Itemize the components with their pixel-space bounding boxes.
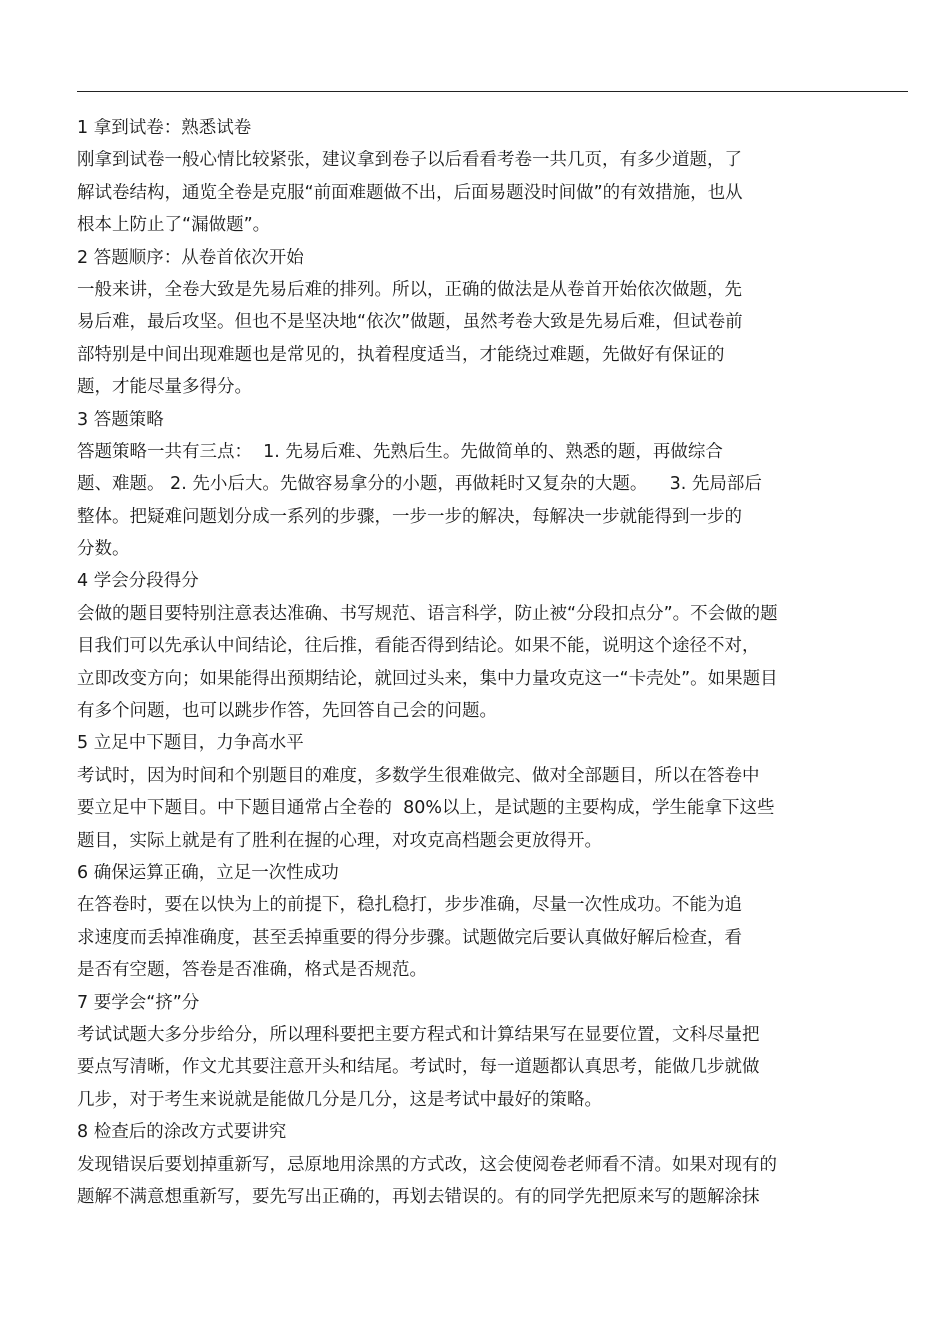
paragraph-line: 根本上防止了“漏做题”。 [77, 215, 271, 236]
section-heading: 4 学会分段得分 [77, 571, 199, 592]
paragraph-line: 有多个问题，也可以跳步作答，先回答自己会的问题。 [77, 701, 497, 722]
paragraph-line: 要立足中下题目。中下题目通常占全卷的 80%以上，是试题的主要构成，学生能拿下这些 [77, 798, 775, 819]
paragraph-line: 考试试题大多分步给分，所以理科要把主要方程式和计算结果写在显要位置，文科尽量把 [77, 1024, 760, 1045]
header-rule [77, 91, 908, 92]
paragraph-line: 几步，对于考生来说就是能做几分是几分，这是考试中最好的策略。 [77, 1089, 602, 1110]
paragraph-line: 目我们可以先承认中间结论，往后推，看能否得到结论。如果不能，说明这个途径不对， [77, 636, 760, 657]
section-heading: 3 答题策略 [77, 409, 164, 430]
paragraph-line: 整体。把疑难问题划分成一系列的步骤，一步一步的解决，每解决一步就能得到一步的 [77, 506, 742, 527]
paragraph-line: 题、难题。 2. 先小后大。先做容易拿分的小题，再做耗时又复杂的大题。 3. 先局部后 [77, 474, 762, 495]
paragraph-line: 解试卷结构，通览全卷是克服“前面难题做不出，后面易题没时间做”的有效措施，也从 [77, 182, 743, 203]
paragraph-line: 刚拿到试卷一般心情比较紧张，建议拿到卷子以后看看考卷一共几页，有多少道题，了 [77, 150, 742, 171]
paragraph-line: 题，才能尽量多得分。 [77, 377, 252, 398]
paragraph-line: 要点写清晰，作文尤其要注意开头和结尾。考试时，每一道题都认真思考，能做几步就做 [77, 1057, 760, 1078]
section-heading: 8 检查后的涂改方式要讲究 [77, 1122, 287, 1143]
paragraph-line: 发现错误后要划掉重新写，忌原地用涂黑的方式改，这会使阅卷老师看不清。如果对现有的 [77, 1154, 777, 1175]
paragraph-line: 题解不满意想重新写，要先写出正确的，再划去错误的。有的同学先把原来写的题解涂抹 [77, 1186, 760, 1207]
section-heading: 1 拿到试卷：熟悉试卷 [77, 118, 252, 138]
document-body [77, 112, 917, 1213]
paragraph-line: 部特别是中间出现难题也是常见的，执着程度适当，才能绕过难题，先做好有保证的 [77, 344, 725, 365]
paragraph-line: 答题策略一共有三点： 1. 先易后难、先熟后生。先做简单的、熟悉的题，再做综合 [77, 441, 723, 462]
paragraph-line: 求速度而丢掉准确度，甚至丢掉重要的得分步骤。试题做完后要认真做好解后检查，看 [77, 927, 742, 948]
section-heading: 2 答题顺序：从卷首依次开始 [77, 247, 304, 268]
paragraph-line: 一般来讲，全卷大致是先易后难的排列。所以，正确的做法是从卷首开始依次做题，先 [77, 279, 742, 300]
paragraph-line: 是否有空题，答卷是否准确，格式是否规范。 [77, 960, 427, 981]
paragraph-line: 在答卷时，要在以快为上的前提下，稳扎稳打，步步准确，尽量一次性成功。不能为追 [77, 895, 742, 916]
paragraph-line: 立即改变方向；如果能得出预期结论，就回过头来，集中力量攻克这一“卡壳处”。如果题目 [77, 668, 778, 689]
paragraph-line: 会做的题目要特别注意表达准确、书写规范、语言科学，防止被“分段扣点分”。不会做的题 [77, 603, 778, 624]
paragraph-line: 题目，实际上就是有了胜利在握的心理，对攻克高档题会更放得开。 [77, 830, 602, 851]
section-heading: 6 确保运算正确，立足一次性成功 [77, 862, 339, 883]
paragraph-line: 考试时，因为时间和个别题目的难度，多数学生很难做完、做对全部题目，所以在答卷中 [77, 765, 760, 786]
paragraph-line: 分数。 [77, 539, 130, 560]
paragraph-line: 易后难，最后攻坚。但也不是坚决地“依次”做题，虽然考卷大致是先易后难，但试卷前 [77, 312, 743, 333]
section-heading: 5 立足中下题目，力争高水平 [77, 733, 304, 754]
section-heading: 7 要学会“挤”分 [77, 992, 200, 1013]
